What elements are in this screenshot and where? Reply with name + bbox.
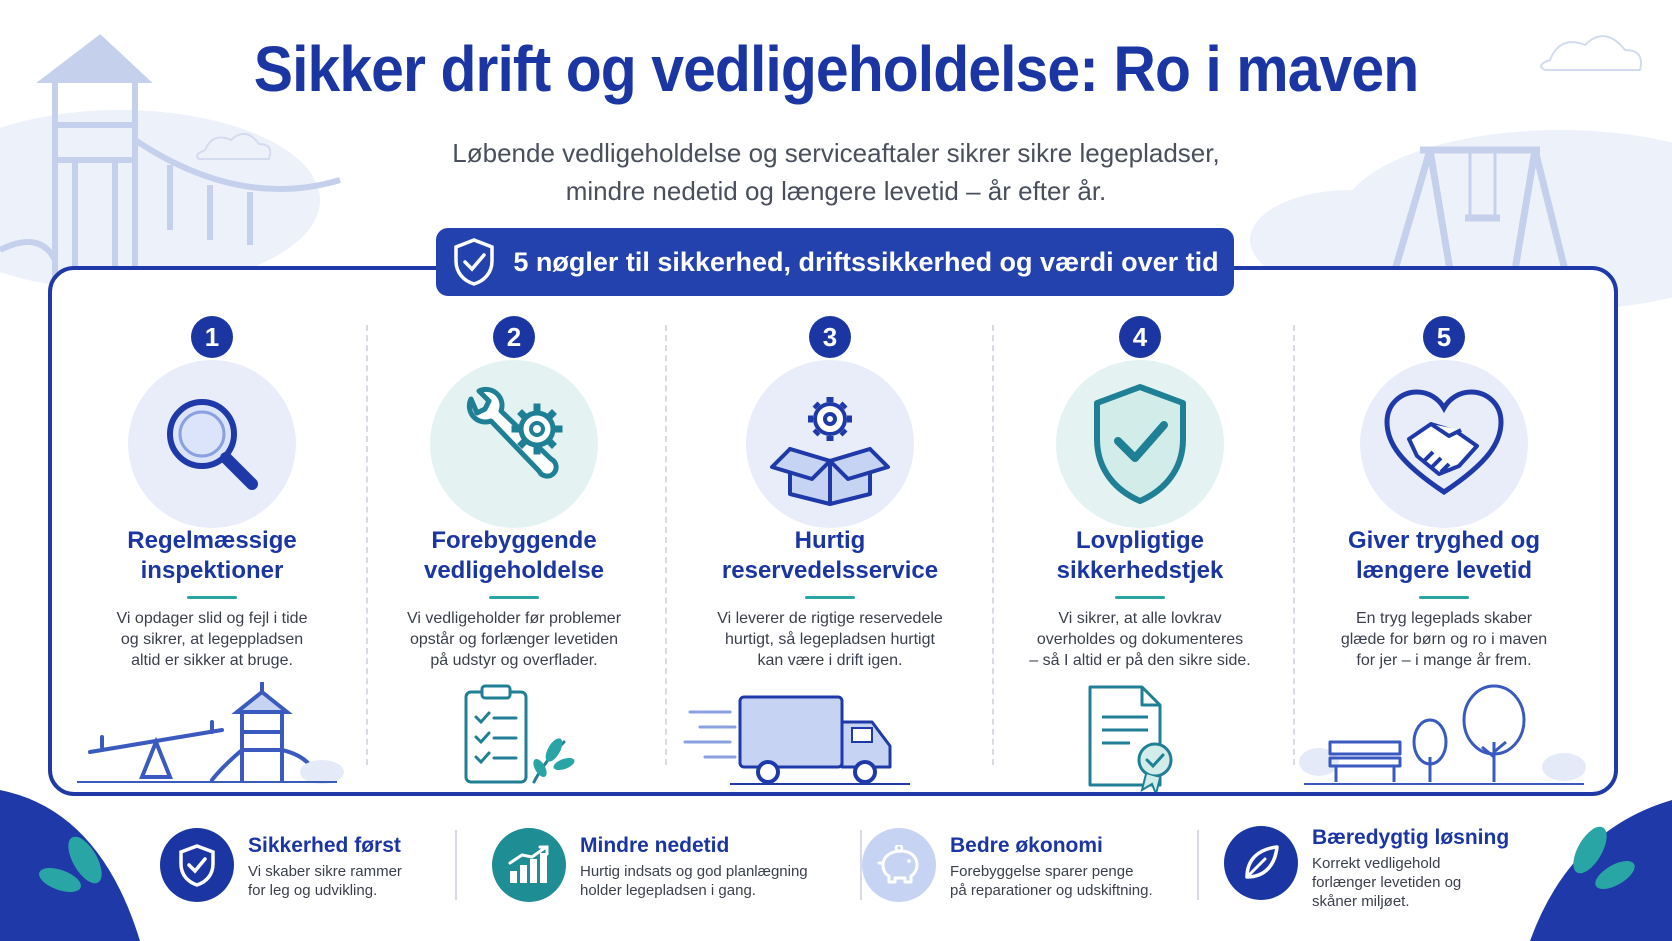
page-title: Sikker drift og vedligeholdelse: Ro i maven — [253, 33, 1419, 105]
key-description: Vi leverer de rigtige reservedele hurtigt, så legepladsen hurtigt kan være i drift igen. — [717, 610, 943, 669]
key-description: Vi sikrer, at alle lovkrav overholdes og dokumenteres – så I altid er på den sikre side. — [1029, 610, 1251, 669]
key-description: En tryg legeplads skaber glæde for børn og ro i maven for jer – i mange år frem. — [1340, 610, 1548, 669]
benefit-better-economy — [862, 822, 1192, 906]
key-title: Regelmæssige inspektioner — [127, 527, 297, 584]
key-card-safety-checks — [990, 310, 1290, 780]
divider — [1197, 830, 1199, 900]
benefit-safety-first — [160, 822, 440, 906]
key-number: 3 — [809, 316, 851, 358]
checklist-plant-illustration — [364, 682, 664, 792]
growth-chart-icon — [506, 845, 552, 885]
shield-check-icon — [451, 237, 497, 287]
key-title: Lovpligtige sikkerhedstjek — [1056, 527, 1224, 584]
key-card-longevity — [1294, 310, 1594, 780]
key-title: Hurtig reservedelsservice — [721, 527, 939, 584]
benefit-description: Hurtig indsats og god planlægning holder legepladsen i gang. — [580, 863, 808, 899]
parts-box-icon — [760, 379, 900, 509]
key-number: 4 — [1119, 316, 1161, 358]
leaf-icon — [1241, 843, 1281, 883]
keys-banner — [436, 228, 1234, 296]
title-underline — [1419, 596, 1469, 599]
banner-text: 5 nøgler til sikkerhed, driftssikkerhed og værdi over tid — [513, 246, 1219, 277]
benefit-description: Forebyggelse sparer penge på reparationer og udskiftning. — [950, 863, 1153, 899]
title-underline — [805, 596, 855, 599]
benefit-sustainable-solution — [1224, 822, 1510, 910]
magnifier-icon — [152, 384, 272, 504]
delivery-truck-illustration — [680, 682, 980, 792]
key-card-inspections — [62, 310, 362, 780]
key-description: Vi opdager slid og fejl i tide og sikrer, at legeppladsen altid er sikker at bruge. — [116, 610, 308, 669]
key-card-preventive-maintenance — [364, 310, 664, 780]
shield-check-icon — [1085, 379, 1195, 509]
handshake-heart-icon — [1379, 384, 1509, 504]
title-underline — [187, 596, 237, 599]
divider — [665, 325, 667, 765]
wrench-gear-icon — [449, 379, 579, 509]
benefit-description: Korrekt vedligehold forlænger levetiden og skåner miljøet. — [1312, 855, 1462, 910]
piggy-bank-icon — [875, 845, 923, 885]
key-card-spare-parts — [680, 310, 980, 780]
key-number: 2 — [493, 316, 535, 358]
key-title: Giver tryghed og længere levetid — [1347, 527, 1541, 584]
benefit-title: Mindre nedetid — [580, 834, 730, 857]
key-number: 5 — [1423, 316, 1465, 358]
title-underline — [489, 596, 539, 599]
benefit-description: Vi skaber sikre rammer for leg og udvikling. — [248, 863, 402, 899]
park-bench-trees-illustration — [1294, 682, 1594, 792]
benefit-less-downtime — [492, 822, 822, 906]
key-number: 1 — [191, 316, 233, 358]
shield-check-icon — [177, 843, 217, 887]
benefit-title: Bedre økonomi — [950, 834, 1103, 857]
benefit-title: Sikkerhed først — [248, 834, 401, 857]
certificate-document-illustration — [990, 682, 1290, 792]
key-title: Forebyggende vedligeholdelse — [423, 527, 605, 584]
key-description: Vi vedligeholder før problemer opstår og forlænger levetiden på udstyr og overflader. — [406, 610, 622, 669]
page-subtitle: Løbende vedligeholdelse og serviceaftaler sikrer sikre legepladser, mindre nedetid og længere levetid – år efter år. — [452, 138, 1220, 206]
title-underline — [1115, 596, 1165, 599]
seesaw-playset-illustration — [62, 682, 362, 792]
benefit-title: Bæredygtig løsning — [1312, 826, 1510, 849]
